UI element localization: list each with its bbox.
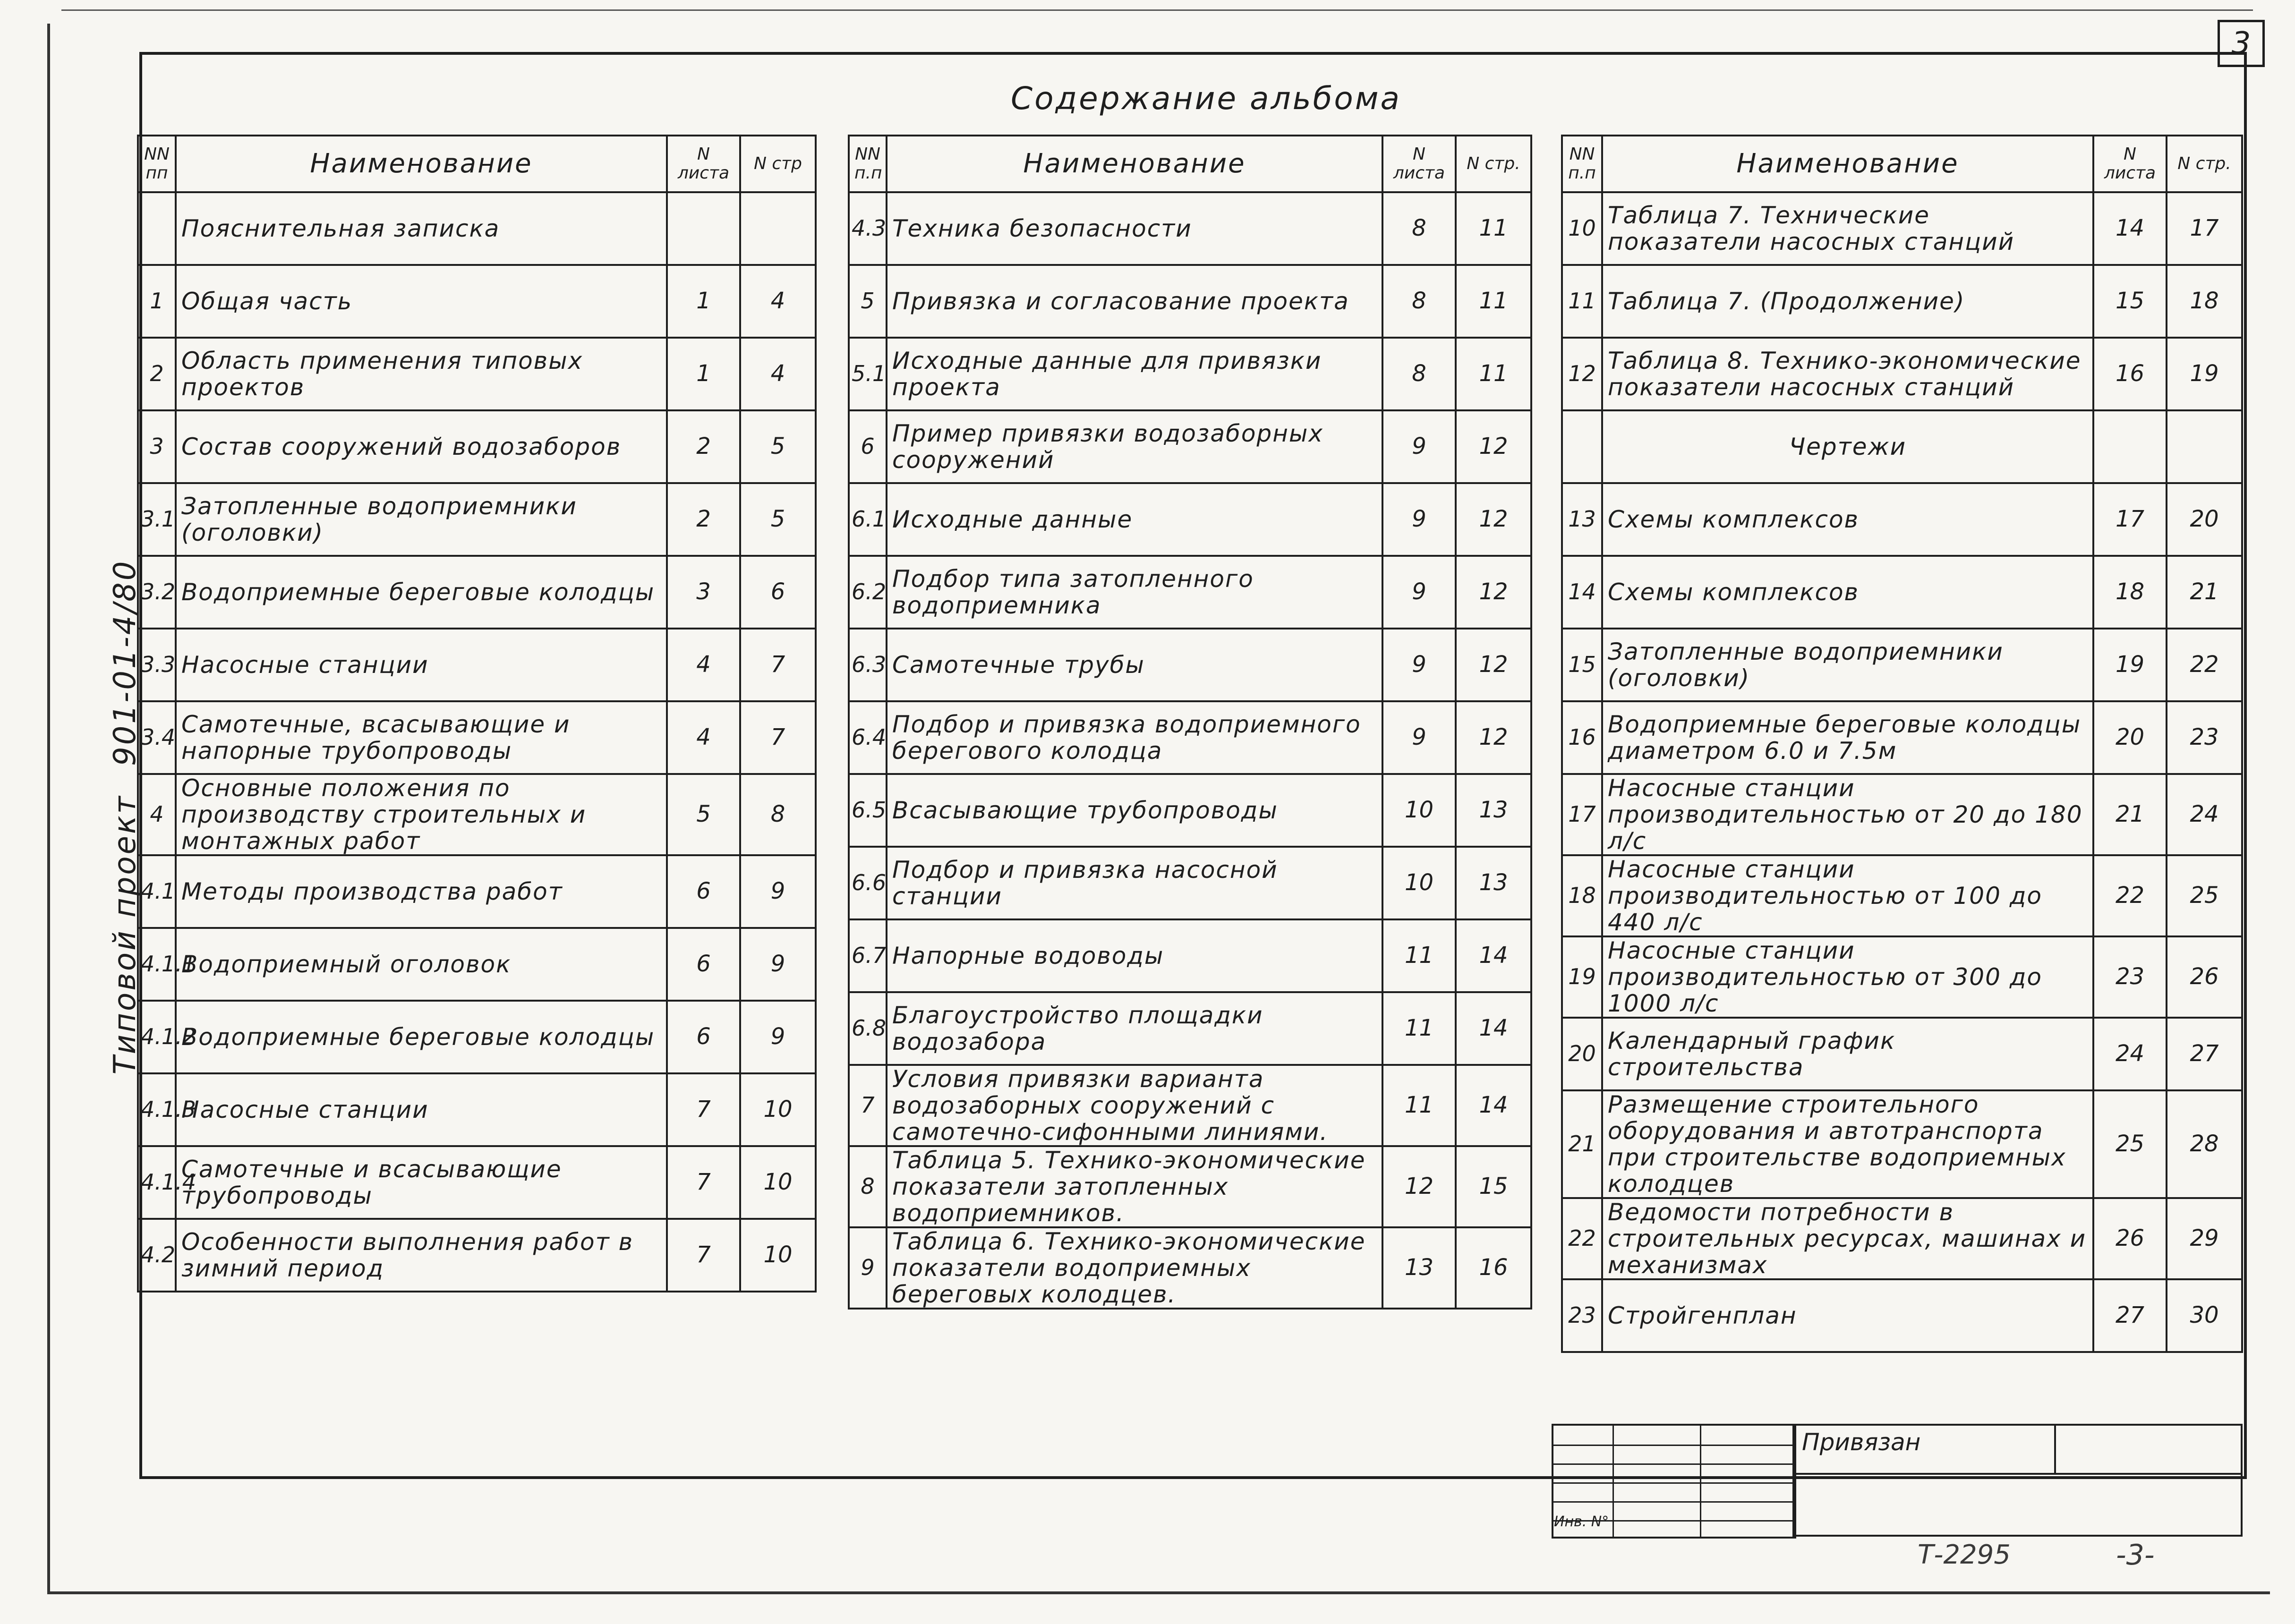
item-number: 6 — [849, 410, 887, 483]
item-name: Водоприемные береговые колодцы — [176, 556, 667, 629]
table-row — [1562, 1090, 2242, 1198]
item-sheet: 8 — [1382, 192, 1456, 265]
item-sheet: 5 — [667, 774, 740, 855]
header-name: Наименование — [1602, 136, 2093, 192]
item-sheet: 7 — [667, 1073, 740, 1146]
table-row — [138, 338, 816, 410]
item-page: 8 — [740, 774, 816, 855]
header-sheet: N листа — [667, 136, 740, 192]
item-sheet: 6 — [667, 928, 740, 1001]
item-page: 25 — [2167, 855, 2242, 936]
item-page: 29 — [2167, 1198, 2242, 1279]
item-sheet: 8 — [1382, 338, 1456, 410]
item-name: Благоустройство площадки водозабора — [887, 992, 1382, 1065]
item-name: Исходные данные — [887, 483, 1382, 556]
item-page: 22 — [2167, 629, 2242, 701]
item-sheet — [667, 192, 740, 265]
item-name: Самотечные трубы — [887, 629, 1382, 701]
item-number: 23 — [1562, 1279, 1602, 1352]
item-name: Ведомости потребности в строительных ресурсах, машинах и механизмах — [1602, 1198, 2093, 1279]
item-number: 4 — [138, 774, 176, 855]
item-sheet: 4 — [667, 629, 740, 701]
table-row — [1562, 483, 2242, 556]
top-edge-line — [61, 9, 2253, 11]
item-number: 7 — [849, 1065, 887, 1146]
item-sheet: 1 — [667, 265, 740, 338]
item-page: 28 — [2167, 1090, 2242, 1198]
table-row — [849, 1146, 1531, 1227]
item-page: 9 — [740, 928, 816, 1001]
table-row — [1562, 629, 2242, 701]
item-sheet: 3 — [667, 556, 740, 629]
item-name: Календарный график строительства — [1602, 1018, 2093, 1090]
table-row — [138, 1219, 816, 1292]
item-number: 4.1.1 — [138, 928, 176, 1001]
item-sheet: 13 — [1382, 1227, 1456, 1309]
item-name: Затопленные водоприемники (оголовки) — [176, 483, 667, 556]
table-row — [849, 1065, 1531, 1146]
item-number: 6.2 — [849, 556, 887, 629]
item-sheet: 12 — [1382, 1146, 1456, 1227]
table-row — [1562, 338, 2242, 410]
table-row — [849, 629, 1531, 701]
table-row — [138, 192, 816, 265]
item-sheet: 14 — [2093, 192, 2167, 265]
table-row — [138, 265, 816, 338]
item-page: 11 — [1456, 265, 1531, 338]
item-page: 9 — [740, 855, 816, 928]
item-sheet: 16 — [2093, 338, 2167, 410]
item-number — [1562, 410, 1602, 483]
table-header-row — [138, 136, 816, 192]
item-sheet: 23 — [2093, 936, 2167, 1018]
table-row — [849, 774, 1531, 847]
table-row — [849, 483, 1531, 556]
item-page: 10 — [740, 1219, 816, 1292]
table-row — [849, 410, 1531, 483]
item-name: Чертежи — [1602, 410, 2093, 483]
item-name: Таблица 7. (Продолжение) — [1602, 265, 2093, 338]
header-name: Наименование — [176, 136, 667, 192]
item-page: 21 — [2167, 556, 2242, 629]
item-number: 6.5 — [849, 774, 887, 847]
item-page: 5 — [740, 483, 816, 556]
item-page: 5 — [740, 410, 816, 483]
item-number: 2 — [138, 338, 176, 410]
item-number: 17 — [1562, 774, 1602, 855]
item-name: Схемы комплексов — [1602, 556, 2093, 629]
inventory-label: Инв. N° — [1554, 1513, 1609, 1530]
item-number: 3 — [138, 410, 176, 483]
item-page: 11 — [1456, 338, 1531, 410]
item-sheet: 9 — [1382, 701, 1456, 774]
item-number: 4.1.2 — [138, 1001, 176, 1073]
item-sheet: 7 — [667, 1146, 740, 1219]
item-sheet: 24 — [2093, 1018, 2167, 1090]
item-name: Общая часть — [176, 265, 667, 338]
header-page: N стр. — [2167, 136, 2242, 192]
item-name: Условия привязки варианта водозаборных сооружений с самотечно-сифонными линиями. — [887, 1065, 1382, 1146]
item-sheet: 7 — [667, 1219, 740, 1292]
table-row — [849, 192, 1531, 265]
item-number: 3.2 — [138, 556, 176, 629]
item-name: Методы производства работ — [176, 855, 667, 928]
table-row — [849, 701, 1531, 774]
table-row — [138, 1001, 816, 1073]
table-row — [849, 1227, 1531, 1309]
item-name: Таблица 5. Технико-экономические показатели затопленных водоприемников. — [887, 1146, 1382, 1227]
table-row — [138, 928, 816, 1001]
item-sheet: 21 — [2093, 774, 2167, 855]
item-name: Основные положения по производству строительных и монтажных работ — [176, 774, 667, 855]
item-page: 26 — [2167, 936, 2242, 1018]
table-row — [849, 265, 1531, 338]
item-number: 20 — [1562, 1018, 1602, 1090]
item-name: Водоприемный оголовок — [176, 928, 667, 1001]
item-page: 14 — [1456, 992, 1531, 1065]
table-row — [1562, 1198, 2242, 1279]
table-row — [138, 1073, 816, 1146]
item-name: Всасывающие трубопроводы — [887, 774, 1382, 847]
table-row — [1562, 265, 2242, 338]
table-row — [1562, 855, 2242, 936]
item-number: 6.6 — [849, 847, 887, 919]
item-number: 6.3 — [849, 629, 887, 701]
contents-table-3 — [1561, 135, 2243, 1353]
item-page: 12 — [1456, 701, 1531, 774]
item-number: 5.1 — [849, 338, 887, 410]
item-sheet: 27 — [2093, 1279, 2167, 1352]
header-page: N стр. — [1456, 136, 1531, 192]
header-number: NN п.п — [849, 136, 887, 192]
item-page: 12 — [1456, 556, 1531, 629]
item-number: 3.3 — [138, 629, 176, 701]
item-name: Пояснительная записка — [176, 192, 667, 265]
item-number: 4.3 — [849, 192, 887, 265]
table-row — [1562, 410, 2242, 483]
item-page: 9 — [740, 1001, 816, 1073]
item-number: 1 — [138, 265, 176, 338]
table-row — [849, 992, 1531, 1065]
item-name: Водоприемные береговые колодцы диаметром 6.0 и 7.5м — [1602, 701, 2093, 774]
item-page: 14 — [1456, 1065, 1531, 1146]
header-name: Наименование — [887, 136, 1382, 192]
item-name: Стройгенплан — [1602, 1279, 2093, 1352]
table-row — [849, 847, 1531, 919]
item-page: 17 — [2167, 192, 2242, 265]
item-sheet: 4 — [667, 701, 740, 774]
item-page: 13 — [1456, 774, 1531, 847]
item-sheet: 8 — [1382, 265, 1456, 338]
stamp-lower-box — [1792, 1471, 2243, 1537]
item-sheet: 17 — [2093, 483, 2167, 556]
item-page: 4 — [740, 265, 816, 338]
item-number: 14 — [1562, 556, 1602, 629]
item-page: 7 — [740, 701, 816, 774]
item-sheet: 9 — [1382, 556, 1456, 629]
item-sheet: 11 — [1382, 1065, 1456, 1146]
table-row — [1562, 1018, 2242, 1090]
item-page: 12 — [1456, 629, 1531, 701]
item-name: Таблица 7. Технические показатели насосных станций — [1602, 192, 2093, 265]
item-page: 10 — [740, 1146, 816, 1219]
table-row — [849, 338, 1531, 410]
item-sheet: 2 — [667, 410, 740, 483]
item-name: Техника безопасности — [887, 192, 1382, 265]
item-name: Схемы комплексов — [1602, 483, 2093, 556]
catalog-number: Т-2295 — [1918, 1539, 2011, 1570]
item-sheet: 11 — [1382, 919, 1456, 992]
table-row — [1562, 701, 2242, 774]
item-page — [740, 192, 816, 265]
table-row — [1562, 1279, 2242, 1352]
item-sheet: 20 — [2093, 701, 2167, 774]
item-page: 14 — [1456, 919, 1531, 992]
document-title: Содержание альбома — [1011, 80, 1401, 117]
item-name: Самотечные и всасывающие трубопроводы — [176, 1146, 667, 1219]
item-name: Размещение строительного оборудования и автотранспорта при строительстве водоприемных колодцев — [1602, 1090, 2093, 1198]
table-row — [138, 629, 816, 701]
item-sheet: 10 — [1382, 774, 1456, 847]
page-number-bottom: -3- — [2116, 1539, 2155, 1572]
item-name: Подбор и привязка насосной станции — [887, 847, 1382, 919]
table-row — [138, 556, 816, 629]
header-number: NN пп — [138, 136, 176, 192]
item-page: 20 — [2167, 483, 2242, 556]
item-number: 13 — [1562, 483, 1602, 556]
item-sheet: 18 — [2093, 556, 2167, 629]
item-name: Подбор и привязка водоприемного берегового колодца — [887, 701, 1382, 774]
item-name: Затопленные водоприемники (оголовки) — [1602, 629, 2093, 701]
item-sheet: 9 — [1382, 410, 1456, 483]
table-row — [138, 855, 816, 928]
item-page: 12 — [1456, 483, 1531, 556]
sheet-number: 3 — [2231, 26, 2251, 61]
table-row — [138, 1146, 816, 1219]
item-sheet: 19 — [2093, 629, 2167, 701]
table-row — [1562, 774, 2242, 855]
item-number: 11 — [1562, 265, 1602, 338]
attached-label: Привязан — [1802, 1428, 1921, 1456]
item-name: Водоприемные береговые колодцы — [176, 1001, 667, 1073]
item-name: Самотечные, всасывающие и напорные трубопроводы — [176, 701, 667, 774]
item-number: 9 — [849, 1227, 887, 1309]
table-row — [138, 410, 816, 483]
table-row — [849, 919, 1531, 992]
item-sheet — [2093, 410, 2167, 483]
item-page: 30 — [2167, 1279, 2242, 1352]
item-name: Насосные станции — [176, 629, 667, 701]
item-name: Область применения типовых проектов — [176, 338, 667, 410]
item-number: 6.1 — [849, 483, 887, 556]
table-row — [138, 774, 816, 855]
item-name: Насосные станции производительностью от 300 до 1000 л/с — [1602, 936, 2093, 1018]
side-label-code: 901-01-4/80 — [108, 559, 143, 766]
item-number — [138, 192, 176, 265]
sheet-number-box — [2218, 20, 2265, 67]
item-page: 23 — [2167, 701, 2242, 774]
item-name: Исходные данные для привязки проекта — [887, 338, 1382, 410]
item-sheet: 22 — [2093, 855, 2167, 936]
item-number: 16 — [1562, 701, 1602, 774]
item-number: 4.1.4 — [138, 1146, 176, 1219]
side-label-project: Типовой проект — [108, 794, 143, 1075]
item-name: Подбор типа затопленного водоприемника — [887, 556, 1382, 629]
item-number: 6.4 — [849, 701, 887, 774]
item-name: Таблица 8. Технико-экономические показатели насосных станций — [1602, 338, 2093, 410]
contents-table-2 — [848, 135, 1532, 1309]
item-sheet: 9 — [1382, 629, 1456, 701]
item-number: 5 — [849, 265, 887, 338]
table-header-row — [849, 136, 1531, 192]
table-row — [1562, 936, 2242, 1018]
item-name: Пример привязки водозаборных сооружений — [887, 410, 1382, 483]
item-name: Таблица 6. Технико-экономические показатели водоприемных береговых колодцев. — [887, 1227, 1382, 1309]
item-sheet: 25 — [2093, 1090, 2167, 1198]
item-sheet: 9 — [1382, 483, 1456, 556]
item-number: 12 — [1562, 338, 1602, 410]
item-name: Насосные станции производительностью от 100 до 440 л/с — [1602, 855, 2093, 936]
item-sheet: 11 — [1382, 992, 1456, 1065]
header-sheet: N листа — [2093, 136, 2167, 192]
table-row — [138, 483, 816, 556]
item-name: Насосные станции производительностью от 20 до 180 л/с — [1602, 774, 2093, 855]
item-number: 15 — [1562, 629, 1602, 701]
table-row — [138, 701, 816, 774]
item-number: 3.1 — [138, 483, 176, 556]
item-page: 11 — [1456, 192, 1531, 265]
item-page: 10 — [740, 1073, 816, 1146]
contents-table-1 — [137, 135, 817, 1292]
item-name: Состав сооружений водозаборов — [176, 410, 667, 483]
item-number: 3.4 — [138, 701, 176, 774]
item-sheet: 15 — [2093, 265, 2167, 338]
item-page: 16 — [1456, 1227, 1531, 1309]
item-number: 21 — [1562, 1090, 1602, 1198]
table-row — [849, 556, 1531, 629]
item-number: 10 — [1562, 192, 1602, 265]
item-page: 6 — [740, 556, 816, 629]
item-page: 27 — [2167, 1018, 2242, 1090]
item-name: Напорные водоводы — [887, 919, 1382, 992]
item-number: 4.1 — [138, 855, 176, 928]
item-sheet: 10 — [1382, 847, 1456, 919]
item-number: 4.2 — [138, 1219, 176, 1292]
header-page: N стр — [740, 136, 816, 192]
header-number: NN п.п — [1562, 136, 1602, 192]
item-page: 24 — [2167, 774, 2242, 855]
item-name: Привязка и согласование проекта — [887, 265, 1382, 338]
item-number: 8 — [849, 1146, 887, 1227]
item-number: 6.8 — [849, 992, 887, 1065]
item-number: 19 — [1562, 936, 1602, 1018]
table-header-row — [1562, 136, 2242, 192]
item-name: Особенности выполнения работ в зимний период — [176, 1219, 667, 1292]
item-number: 6.7 — [849, 919, 887, 992]
item-page: 7 — [740, 629, 816, 701]
item-page: 18 — [2167, 265, 2242, 338]
item-page: 19 — [2167, 338, 2242, 410]
item-page: 13 — [1456, 847, 1531, 919]
item-sheet: 6 — [667, 855, 740, 928]
item-sheet: 6 — [667, 1001, 740, 1073]
table-row — [1562, 556, 2242, 629]
table-row — [1562, 192, 2242, 265]
item-page — [2167, 410, 2242, 483]
item-sheet: 2 — [667, 483, 740, 556]
item-number: 4.1.3 — [138, 1073, 176, 1146]
item-page: 4 — [740, 338, 816, 410]
item-sheet: 1 — [667, 338, 740, 410]
item-number: 22 — [1562, 1198, 1602, 1279]
item-page: 12 — [1456, 410, 1531, 483]
item-number: 18 — [1562, 855, 1602, 936]
item-name: Насосные станции — [176, 1073, 667, 1146]
item-page: 15 — [1456, 1146, 1531, 1227]
item-sheet: 26 — [2093, 1198, 2167, 1279]
header-sheet: N листа — [1382, 136, 1456, 192]
